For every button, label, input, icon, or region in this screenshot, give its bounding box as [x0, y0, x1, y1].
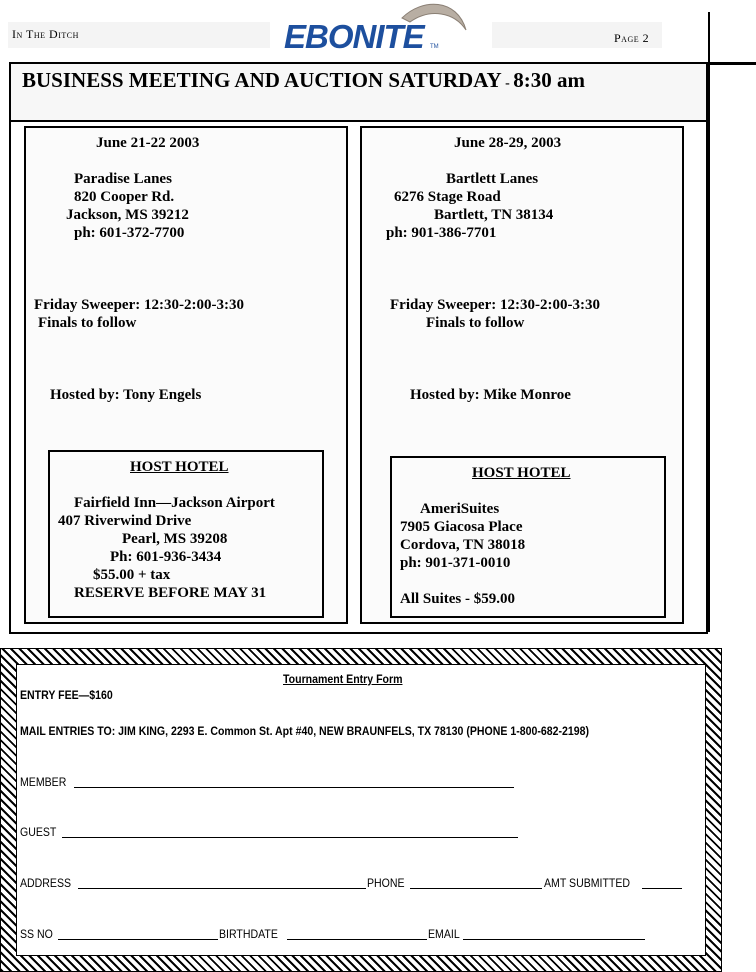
meeting-time: 8:30 am	[513, 68, 586, 92]
ssno-field[interactable]	[58, 939, 218, 940]
email-label: EMAIL	[428, 927, 460, 941]
event1-street: 820 Cooper Rd.	[74, 189, 175, 205]
event1-host: Hosted by: Tony Engels	[50, 387, 202, 403]
page-margin-rule	[708, 12, 710, 632]
ssno-label: SS NO	[20, 927, 53, 941]
event1-hotel-street: 407 Riverwind Drive	[58, 513, 192, 529]
phone-label: PHONE	[367, 876, 405, 890]
event2-hotel-phone: ph: 901-371-0010	[400, 555, 511, 571]
logo-trademark: TM	[430, 44, 439, 50]
amt-submitted-field[interactable]	[642, 888, 682, 889]
member-field[interactable]	[74, 787, 514, 788]
address-field[interactable]	[78, 888, 366, 889]
meeting-title	[22, 68, 585, 93]
event1-hotel-phone: Ph: 601-936-3434	[110, 549, 222, 565]
event2-host: Hosted by: Mike Monroe	[410, 387, 571, 403]
guest-label: GUEST	[20, 825, 57, 839]
event1-hotel-reserve: RESERVE BEFORE MAY 31	[74, 585, 267, 601]
entry-form	[16, 664, 706, 956]
guest-field[interactable]	[62, 837, 518, 838]
event2-hotel-heading: HOST HOTEL	[472, 465, 571, 481]
entry-fee: ENTRY FEE—$160	[20, 688, 113, 702]
newsletter-name: In The Ditch	[12, 27, 79, 41]
page-top-rule	[708, 62, 756, 65]
phone-field[interactable]	[410, 888, 542, 889]
event2-street: 6276 Stage Road	[394, 189, 501, 205]
event2-hotel-street: 7905 Giacosa Place	[400, 519, 523, 535]
title-divider	[11, 120, 708, 122]
event1-finals: Finals to follow	[38, 315, 137, 331]
mail-entries-to: MAIL ENTRIES TO: JIM KING, 2293 E. Common St. Apt #40, NEW BRAUNFELS, TX 78130 (PHONE 1-800-682-2198)	[20, 724, 590, 738]
event1-hotel-city: Pearl, MS 39208	[122, 531, 228, 547]
event2-city: Bartlett, TN 38134	[434, 207, 554, 223]
logo-wordmark: EBONITE	[284, 18, 424, 55]
event1-phone: ph: 601-372-7700	[74, 225, 185, 241]
member-label: MEMBER	[20, 775, 67, 789]
meeting-title-dash: -	[501, 76, 514, 91]
page-number: Page 2	[614, 31, 650, 45]
event2-dates: June 28-29, 2003	[454, 135, 562, 151]
event1-sweeper: Friday Sweeper: 12:30-2:00-3:30	[34, 297, 244, 313]
address-label: ADDRESS	[20, 876, 72, 890]
event2-hotel-name: AmeriSuites	[420, 501, 500, 517]
birthdate-label: BIRTHDATE	[219, 927, 278, 941]
event1-hotel-heading: HOST HOTEL	[130, 459, 229, 475]
email-field[interactable]	[463, 939, 645, 940]
event1-hotel-rate: $55.00 + tax	[93, 567, 171, 583]
meeting-title-text: BUSINESS MEETING AND AUCTION SATURDAY	[22, 68, 502, 92]
amt-submitted-label: AMT SUBMITTED	[544, 876, 631, 890]
event1-dates: June 21-22 2003	[96, 135, 200, 151]
event2-sweeper: Friday Sweeper: 12:30-2:00-3:30	[390, 297, 600, 313]
birthdate-field[interactable]	[287, 939, 427, 940]
event2-venue: Bartlett Lanes	[446, 171, 539, 187]
event2-phone: ph: 901-386-7701	[386, 225, 497, 241]
entry-form-title: Tournament Entry Form	[283, 672, 403, 686]
event1-city: Jackson, MS 39212	[66, 207, 189, 223]
event1-hotel-name: Fairfield Inn—Jackson Airport	[74, 495, 275, 511]
event1-venue: Paradise Lanes	[74, 171, 172, 187]
event2-hotel-city: Cordova, TN 38018	[400, 537, 526, 553]
event2-finals: Finals to follow	[426, 315, 525, 331]
event2-hotel-rate: All Suites - $59.00	[400, 591, 516, 607]
